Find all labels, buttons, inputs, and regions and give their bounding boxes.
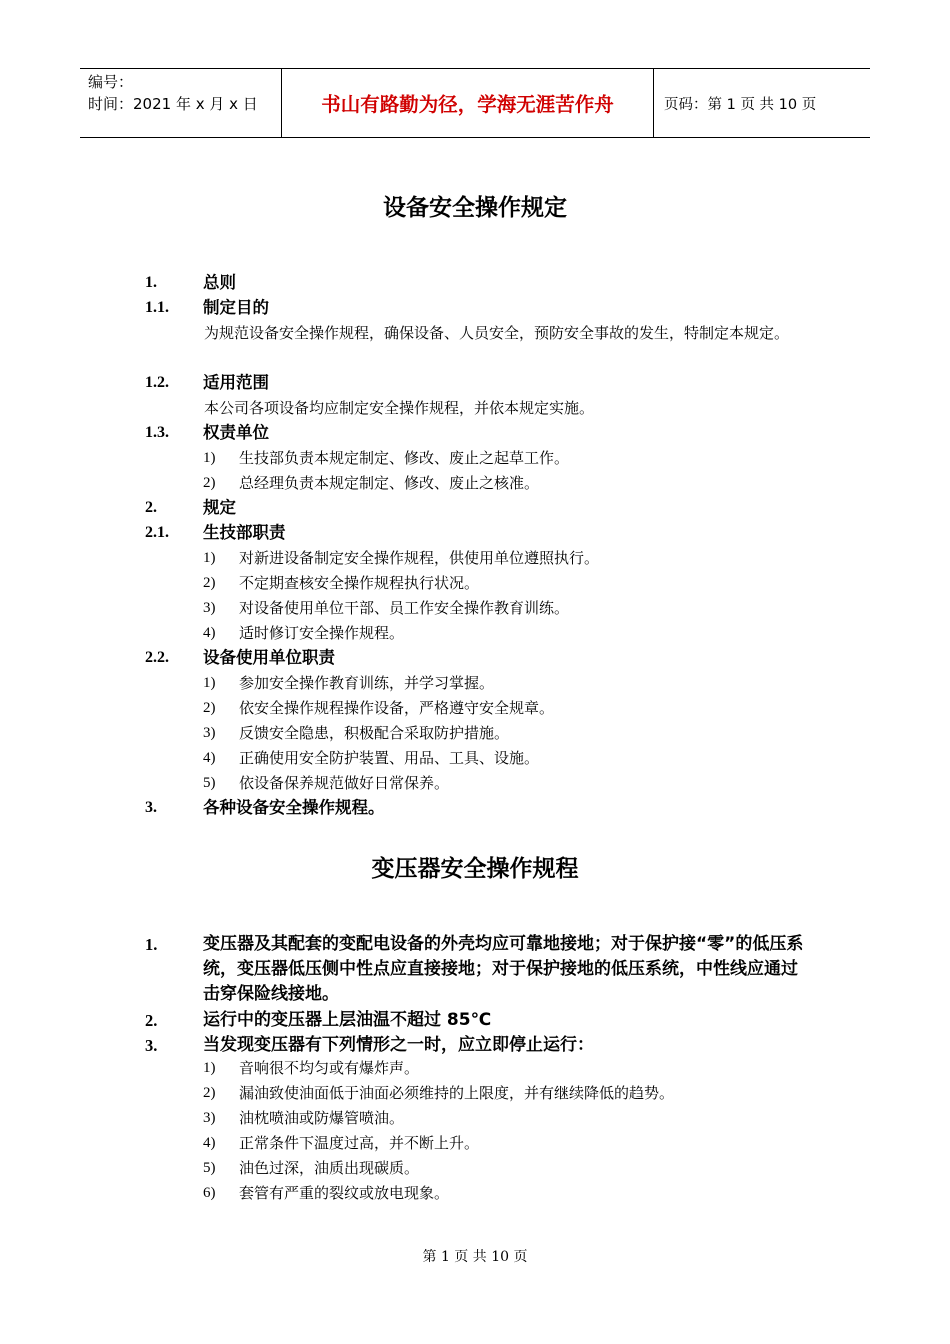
section-number: 1. (145, 274, 157, 291)
item-number: 4) (203, 750, 216, 766)
rule-text: 当发现变压器有下列情形之一时，应立即停止运行： (203, 1035, 594, 1055)
item-number: 6) (203, 1185, 216, 1201)
section-number: 2.1. (145, 524, 169, 541)
item-text: 参加安全操作教育训练，并学习掌握。 (239, 674, 495, 692)
item-text: 漏油致使油面低于油面必须维持的上限度，并有继续降低的趋势。 (239, 1084, 675, 1102)
item-number: 3) (203, 725, 216, 741)
rule-text: 变压器及其配套的变配电设备的外壳均应可靠地接地；对于保护接“零”的低压系统，变压器低压侧中性点应直接接地；对于保护接地的低压系统，中性线应通过击穿保险线接地。 (203, 934, 804, 1004)
item-number: 4) (203, 625, 216, 641)
item-text: 油色过深，油质出现碳质。 (239, 1159, 420, 1177)
rule-text: 运行中的变压器上层油温不超过 85℃ (203, 1010, 492, 1030)
item-text: 正常条件下温度过高，并不断上升。 (239, 1134, 480, 1152)
item-text: 总经理负责本规定制定、修改、废止之核准。 (239, 474, 540, 492)
rule-number: 3. (145, 1036, 158, 1055)
page-header (80, 68, 870, 138)
item-text: 正确使用安全防护装置、用品、工具、设施。 (239, 749, 540, 767)
item-number: 2) (203, 475, 216, 491)
section-heading: 生技部职责 (203, 523, 286, 542)
section-number: 2. (145, 499, 157, 516)
item-text: 反馈安全隐患，积极配合采取防护措施。 (239, 724, 510, 742)
section-number: 2.2. (145, 649, 169, 666)
section-number: 1.3. (145, 424, 169, 441)
item-text: 套管有严重的裂纹或放电现象。 (239, 1184, 450, 1202)
rule-number: 1. (145, 935, 158, 954)
section-heading: 制定目的 (203, 298, 269, 317)
section-heading: 适用范围 (203, 373, 269, 392)
item-number: 3) (203, 600, 216, 616)
doc2-title: 变压器安全操作规程 (371, 856, 579, 882)
item-number: 5) (203, 1160, 216, 1176)
item-number: 1) (203, 450, 216, 466)
item-number: 1) (203, 1060, 216, 1076)
section-heading: 规定 (203, 498, 236, 517)
item-text: 不定期查核安全操作规程执行状况。 (239, 574, 480, 592)
header-page-info: 页码：第 1 页 共 10 页 (664, 96, 817, 113)
header-meta (80, 69, 282, 137)
doc1-title: 设备安全操作规定 (383, 195, 567, 221)
item-text: 油枕喷油或防爆管喷油。 (239, 1109, 405, 1127)
item-text: 生技部负责本规定制定、修改、废止之起草工作。 (239, 449, 570, 467)
item-text: 音响很不均匀或有爆炸声。 (239, 1059, 420, 1077)
item-text: 适时修订安全操作规程。 (239, 624, 405, 642)
item-number: 1) (203, 675, 216, 691)
item-text: 依安全操作规程操作设备，严格遵守安全规章。 (239, 699, 555, 717)
item-number: 1) (203, 550, 216, 566)
item-text: 对新进设备制定安全操作规程，供使用单位遵照执行。 (239, 549, 600, 567)
section-1-2-text: 本公司各项设备均应制定安全操作规程，并依本规定实施。 (204, 399, 595, 417)
rule-number: 2. (145, 1011, 158, 1030)
section-heading: 设备使用单位职责 (203, 648, 335, 667)
page-footer: 第 1 页 共 10 页 (422, 1249, 528, 1265)
item-text: 依设备保养规范做好日常保养。 (239, 774, 450, 792)
item-number: 4) (203, 1135, 216, 1151)
item-number: 5) (203, 775, 216, 791)
item-number: 2) (203, 575, 216, 591)
section-heading: 各种设备安全操作规程。 (203, 798, 385, 817)
item-number: 2) (203, 1085, 216, 1101)
section-number: 3. (145, 799, 157, 816)
header-motto: 书山有路勤为径，学海无涯苦作舟 (282, 69, 654, 137)
item-number: 2) (203, 700, 216, 716)
item-number: 3) (203, 1110, 216, 1126)
section-1-1-text: 为规范设备安全操作规程，确保设备、人员安全，预防安全事故的发生，特制定本规定。 (204, 324, 790, 342)
section-heading: 权责单位 (203, 423, 269, 442)
section-number: 1.2. (145, 374, 169, 391)
item-text: 对设备使用单位干部、员工作安全操作教育训练。 (239, 599, 570, 617)
section-heading: 总则 (203, 273, 236, 292)
header-code: 编号： (88, 73, 134, 91)
header-date: 时间：2021 年 x 月 x 日 (88, 95, 258, 113)
section-number: 1.1. (145, 299, 169, 316)
